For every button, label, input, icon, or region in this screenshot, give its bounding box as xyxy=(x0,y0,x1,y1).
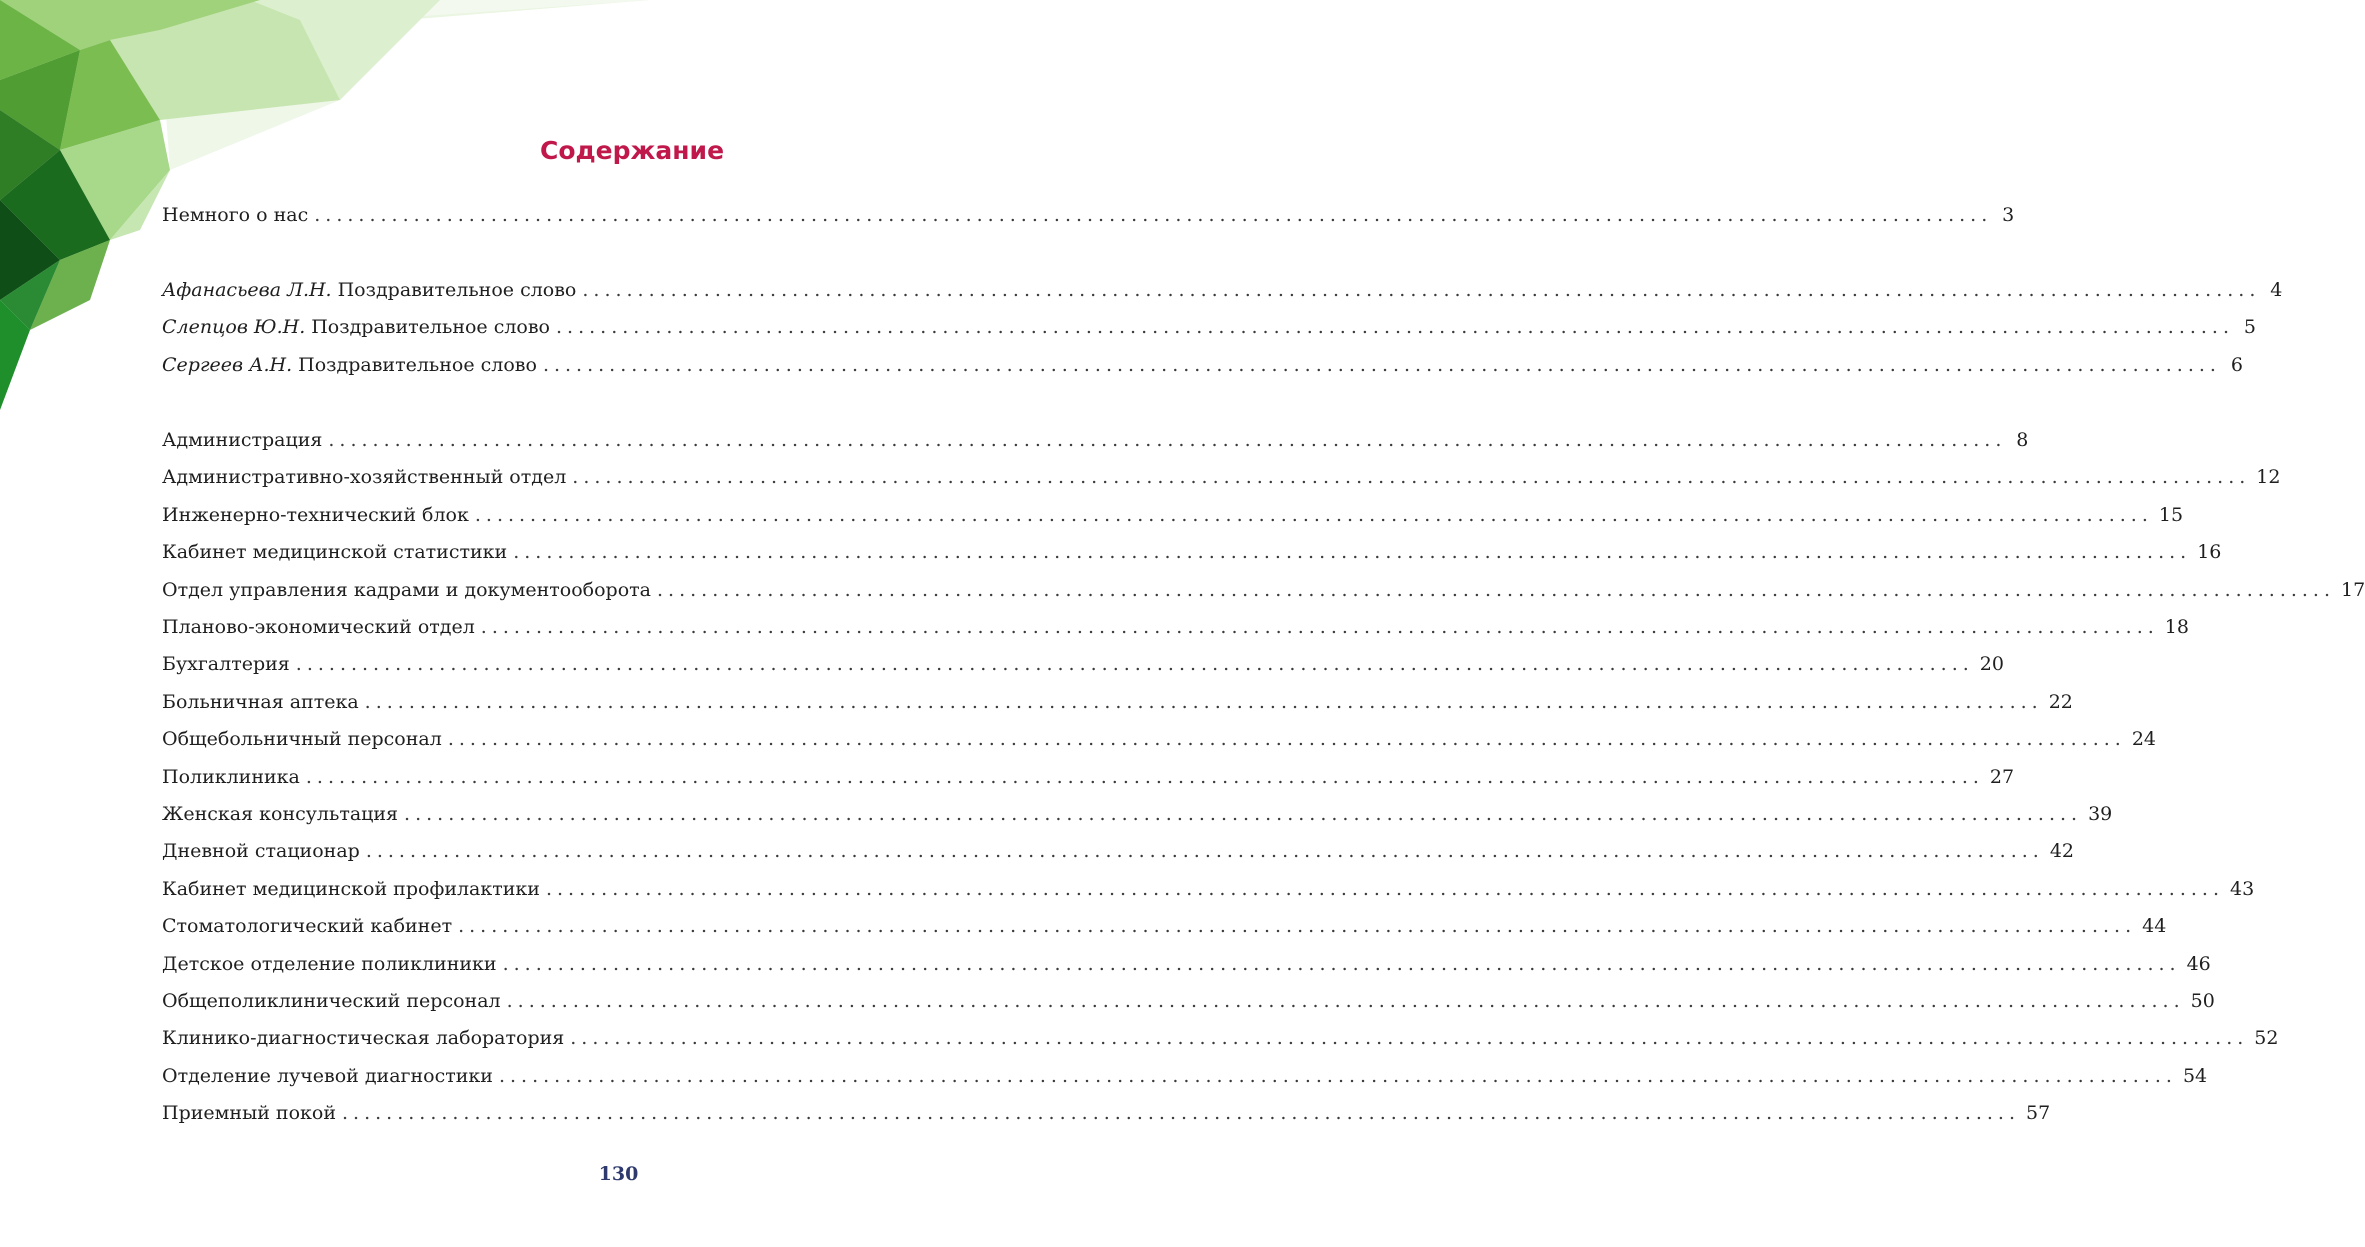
toc-leader-dots: ........................................................................................................................................................ xyxy=(458,915,2137,938)
toc-entry[interactable] xyxy=(162,728,2157,756)
toc-entry[interactable] xyxy=(162,915,2167,943)
toc-entry-page: 46 xyxy=(2186,952,2211,975)
toc-entry[interactable] xyxy=(162,466,2281,494)
toc-leader-dots: ........................................................................................................................................................ xyxy=(314,204,1993,226)
toc-entry-title: Клинико-диагностическая лаборатория xyxy=(162,1027,565,1050)
toc-entry-page: 54 xyxy=(2182,1064,2208,1087)
toc-leader-dots: ........................................................................................................................................................ xyxy=(506,990,2185,1012)
toc-entry-title: Отдел управления кадрами и документооборота xyxy=(162,578,651,601)
toc-entry-title: Поликлиника xyxy=(162,765,300,788)
toc-entry[interactable] xyxy=(162,316,2257,344)
page-number: 130 xyxy=(598,1163,639,1185)
toc-entry-author: Афанасьева Л.Н. xyxy=(162,279,332,301)
toc-leader-dots: ........................................................................................................................................................ xyxy=(295,653,1974,676)
toc-leader-dots: ........................................................................................................................................................ xyxy=(657,578,2336,601)
toc-entry[interactable] xyxy=(162,952,2211,981)
toc-entry[interactable] xyxy=(162,279,2283,307)
toc-entry-title: Административно-хозяйственный отдел xyxy=(162,466,567,489)
toc-entry[interactable] xyxy=(162,840,2075,868)
toc-entry-title: Общеполиклинический персонал xyxy=(162,990,501,1012)
toc-entry-page: 39 xyxy=(2088,803,2113,825)
toc-entry[interactable] xyxy=(162,1027,2279,1055)
toc-entry-title: Поздравительное слово xyxy=(298,353,537,376)
toc-entry-title: Немного о нас xyxy=(162,204,309,226)
toc-entry-page: 44 xyxy=(2142,915,2167,938)
toc-entry-author: Сергеев А.Н. xyxy=(162,353,293,376)
toc-entry-page: 24 xyxy=(2131,728,2157,751)
toc-entry[interactable] xyxy=(162,353,2243,382)
toc-entry-page: 15 xyxy=(2158,503,2184,526)
toc-entry[interactable] xyxy=(162,204,2015,232)
toc-entry-page: 16 xyxy=(2197,541,2222,564)
toc-entry-title: Женская консультация xyxy=(162,803,399,825)
toc-entry-title: Поздравительное слово xyxy=(337,279,577,301)
toc-entry-title: Больничная аптека xyxy=(162,690,359,713)
toc-entry-author: Слепцов Ю.Н. xyxy=(162,316,306,339)
toc-entry-title: Поздравительное слово xyxy=(311,316,550,339)
toc-entry[interactable] xyxy=(162,1102,2051,1130)
toc-leader-dots: ........................................................................................................................................................ xyxy=(542,353,2221,376)
toc-leader-dots: ........................................................................................................................................................ xyxy=(502,952,2181,975)
toc-leader-dots: ........................................................................................................................................................ xyxy=(570,1027,2249,1050)
toc-entry-title: Стоматологический кабинет xyxy=(162,915,453,938)
toc-entry-page: 8 xyxy=(2016,429,2029,451)
toc-entry-page: 52 xyxy=(2254,1027,2279,1050)
toc-leader-dots: ........................................................................................................................................................ xyxy=(556,316,2235,339)
toc-entry[interactable] xyxy=(162,429,2029,457)
toc-leader-dots: ........................................................................................................................................................ xyxy=(545,877,2224,900)
toc-entry-title: Кабинет медицинской профилактики xyxy=(162,877,540,900)
toc-entry-page: 18 xyxy=(2164,616,2189,638)
toc-entry[interactable] xyxy=(162,653,2004,681)
toc-entry[interactable] xyxy=(162,1064,2208,1093)
toc-entry-page: 42 xyxy=(2049,840,2075,863)
toc-entry-page: 27 xyxy=(1989,765,2015,788)
toc-entry-page: 3 xyxy=(2002,204,2015,226)
toc-leader-dots: ........................................................................................................................................................ xyxy=(328,429,2007,451)
toc-entry[interactable] xyxy=(162,578,2365,607)
toc-entry-title: Бухгалтерия xyxy=(162,653,290,676)
toc-leader-dots: ........................................................................................................................................................ xyxy=(365,840,2044,863)
toc-leader-dots: ........................................................................................................................................................ xyxy=(404,803,2083,825)
toc-entry[interactable] xyxy=(162,503,2184,532)
contents-title: Содержание xyxy=(539,136,725,165)
toc-leader-dots: ........................................................................................................................................................ xyxy=(572,466,2251,489)
toc-entry-page: 22 xyxy=(2048,690,2073,713)
toc-entry[interactable] xyxy=(162,541,2222,569)
toc-leader-dots: ........................................................................................................................................................ xyxy=(305,765,1984,788)
toc-entry-page: 5 xyxy=(2243,316,2257,339)
toc-entry-page: 4 xyxy=(2270,279,2283,301)
toc-entry-page: 50 xyxy=(2190,990,2215,1012)
toc-leader-dots: ........................................................................................................................................................ xyxy=(447,728,2126,751)
toc-entry-page: 43 xyxy=(2229,877,2255,900)
toc-leader-dots: ........................................................................................................................................................ xyxy=(582,279,2261,301)
toc-entry-page: 17 xyxy=(2341,578,2365,601)
toc-leader-dots: ........................................................................................................................................................ xyxy=(364,690,2043,713)
toc-entry[interactable] xyxy=(162,765,2015,794)
toc-entry-title: Детское отделение поликлиники xyxy=(162,952,497,975)
toc-entry-title: Инженерно-технический блок xyxy=(162,503,469,526)
toc-entry[interactable] xyxy=(162,616,2189,644)
toc-entry[interactable] xyxy=(162,803,2113,831)
toc-entry-title: Общебольничный персонал xyxy=(162,728,442,751)
toc-entry-title: Дневной стационар xyxy=(162,840,360,863)
toc-entry-title: Планово-экономический отдел xyxy=(162,616,475,638)
toc-entry-title: Администрация xyxy=(162,429,323,451)
toc-entry[interactable] xyxy=(162,877,2255,906)
toc-leader-dots: ........................................................................................................................................................ xyxy=(474,503,2153,526)
toc-entry-title: Кабинет медицинской статистики xyxy=(162,541,508,564)
toc-entry-page: 20 xyxy=(1979,653,2004,676)
table-of-contents xyxy=(162,0,2365,1247)
toc-entry[interactable] xyxy=(162,690,2073,719)
toc-leader-dots: ........................................................................................................................................................ xyxy=(342,1102,2021,1125)
toc-entry-page: 57 xyxy=(2026,1102,2051,1125)
toc-leader-dots: ........................................................................................................................................................ xyxy=(513,541,2192,564)
toc-leader-dots: ........................................................................................................................................................ xyxy=(498,1064,2177,1087)
toc-entry-title: Отделение лучевой диагностики xyxy=(162,1064,493,1087)
toc-entry-page: 6 xyxy=(2230,353,2243,376)
toc-entry[interactable] xyxy=(162,990,2215,1018)
toc-entry-page: 12 xyxy=(2256,466,2281,489)
toc-entry-title: Приемный покой xyxy=(162,1102,336,1125)
toc-leader-dots: ........................................................................................................................................................ xyxy=(480,616,2159,638)
